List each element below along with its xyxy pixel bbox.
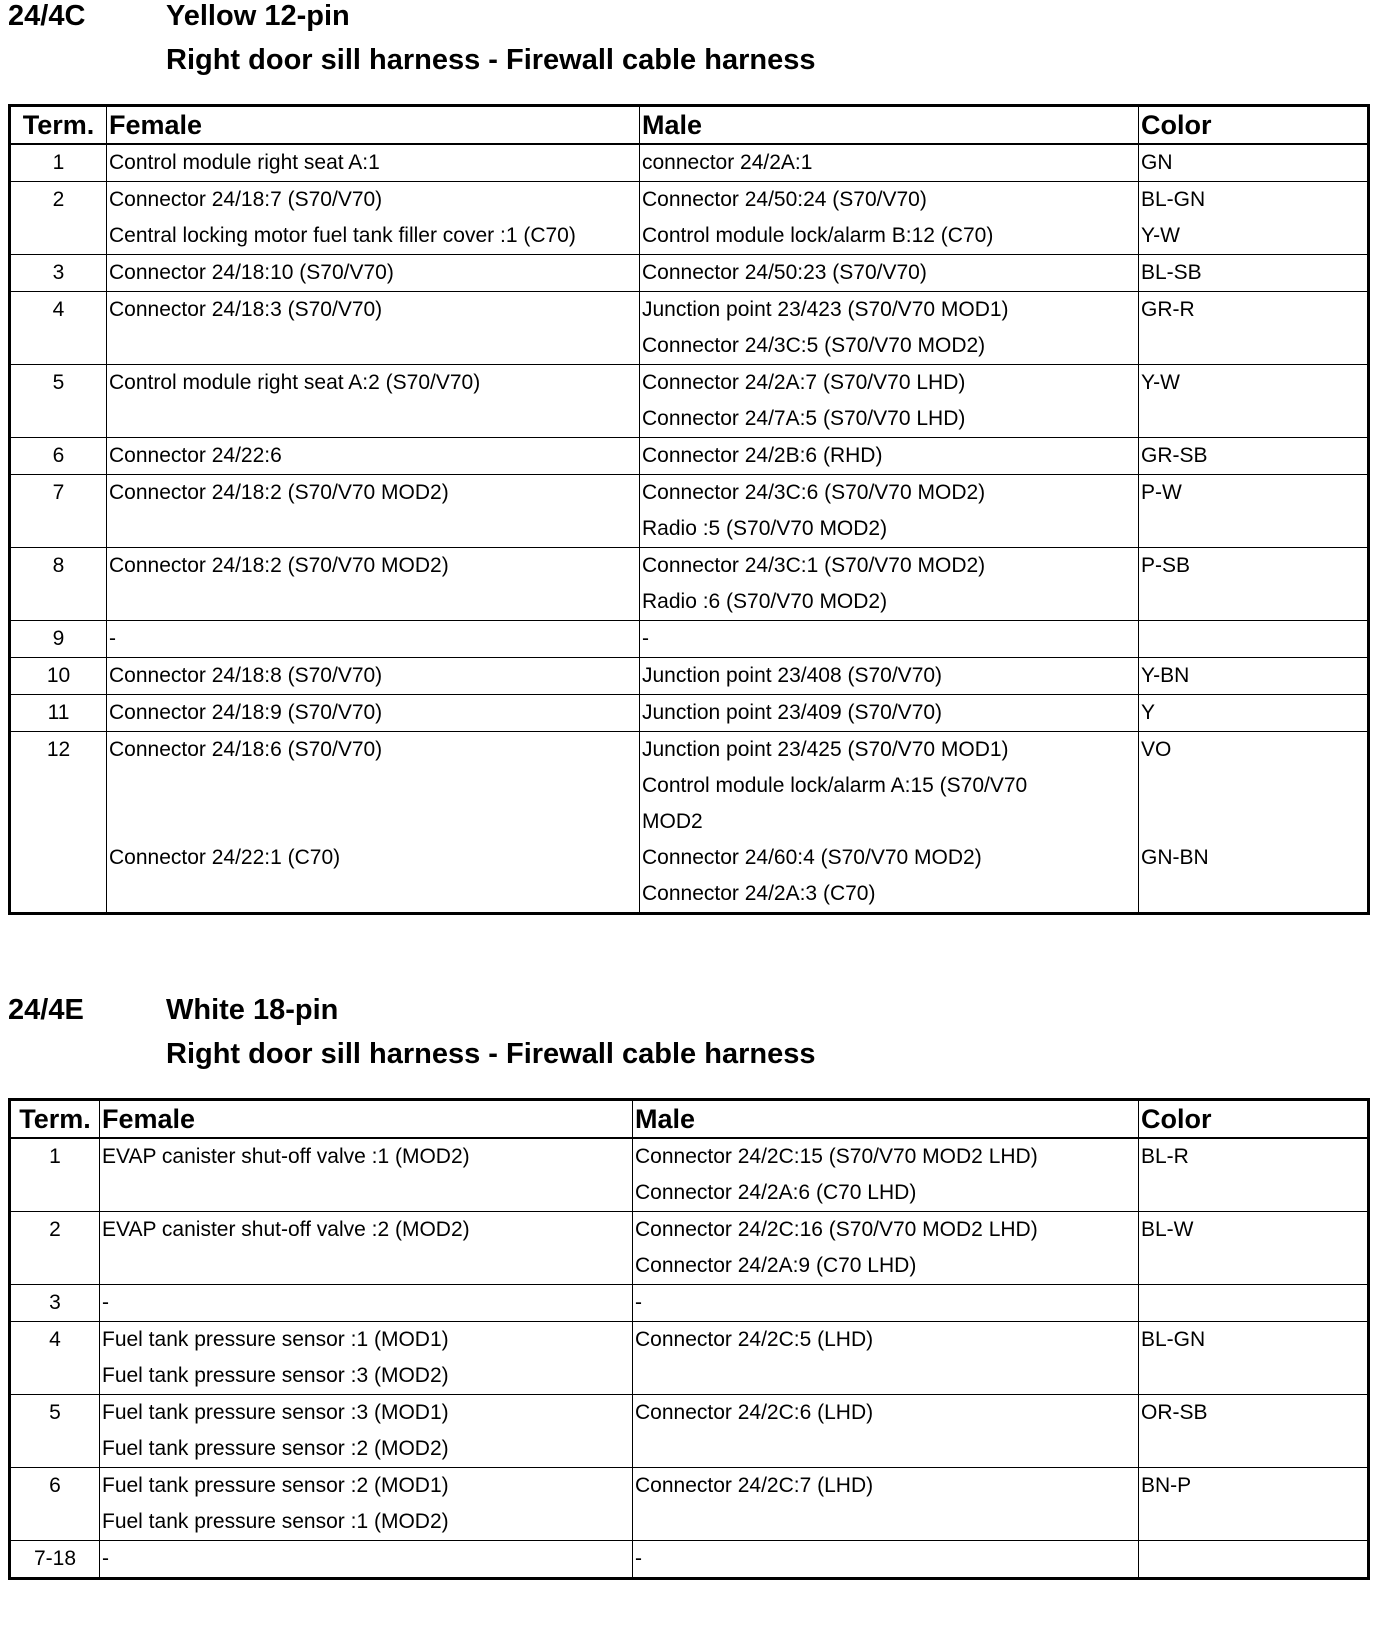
table-row [10, 1468, 1369, 1541]
header-color: Color [1139, 106, 1369, 145]
color-line: Y-W [1141, 371, 1180, 394]
color-line: Y [1141, 701, 1156, 724]
female-cell [107, 695, 640, 732]
color-line [1141, 621, 1365, 657]
term-cell: 2 [10, 1212, 100, 1285]
male-line: Connector 24/50:24 (S70/V70) [642, 188, 927, 211]
color-cell [1139, 658, 1369, 695]
color-cell [1139, 732, 1369, 914]
male-cell [633, 1541, 1139, 1579]
female-cell [107, 658, 640, 695]
term-cell: 3 [10, 1285, 100, 1322]
male-cell [633, 1285, 1139, 1322]
color-cell [1139, 1322, 1369, 1395]
color-line [1141, 804, 1365, 840]
female-line: Central locking motor fuel tank filler cover :1 (C70) [109, 224, 576, 247]
color-line: OR-SB [1141, 1401, 1208, 1424]
header-female: Female [100, 1100, 633, 1139]
connector-section-24-4c [8, 0, 1368, 915]
female-line: Fuel tank pressure sensor :1 (MOD2) [102, 1510, 449, 1533]
color-cell [1139, 695, 1369, 732]
female-cell [107, 621, 640, 658]
female-line: Control module right seat A:2 (S70/V70) [109, 371, 481, 394]
male-cell [633, 1212, 1139, 1285]
term-cell: 6 [10, 438, 107, 475]
harness-subtitle: Right door sill harness - Firewall cable harness [166, 44, 816, 76]
term-cell: 10 [10, 658, 107, 695]
table-row [10, 1212, 1369, 1285]
table-row [10, 438, 1369, 475]
pinout-table [8, 1098, 1370, 1580]
female-cell [100, 1212, 633, 1285]
header-term: Term. [10, 106, 107, 145]
term-cell: 7 [10, 475, 107, 548]
female-cell [107, 475, 640, 548]
color-cell [1139, 144, 1369, 182]
color-cell [1139, 1395, 1369, 1468]
color-cell [1139, 1541, 1369, 1579]
table-row [10, 182, 1369, 255]
term-cell: 12 [10, 732, 107, 914]
male-cell [640, 365, 1139, 438]
male-line: Control module lock/alarm A:15 (S70/V70 [642, 774, 1028, 797]
male-line: Connector 24/2C:16 (S70/V70 MOD2 LHD) [635, 1218, 1038, 1241]
female-line [109, 804, 637, 840]
term-cell: 8 [10, 548, 107, 621]
term-cell: 5 [10, 365, 107, 438]
male-cell [633, 1468, 1139, 1541]
table-row [10, 292, 1369, 365]
female-cell [100, 1285, 633, 1322]
male-line: Junction point 23/423 (S70/V70 MOD1) [642, 298, 1009, 321]
color-cell [1139, 255, 1369, 292]
female-cell [107, 255, 640, 292]
section-header [8, 0, 1368, 104]
male-cell [640, 475, 1139, 548]
male-cell [640, 182, 1139, 255]
color-line: P-W [1141, 481, 1182, 504]
table-row [10, 255, 1369, 292]
male-line: Radio :5 (S70/V70 MOD2) [642, 517, 888, 540]
male-cell [640, 548, 1139, 621]
female-cell [107, 365, 640, 438]
female-cell [100, 1541, 633, 1579]
female-line [109, 768, 637, 804]
color-line: Y-W [1141, 224, 1180, 247]
color-line [1141, 1285, 1365, 1321]
female-line: Connector 24/18:10 (S70/V70) [109, 261, 394, 284]
table-row [10, 144, 1369, 182]
table-row [10, 1395, 1369, 1468]
male-cell [640, 621, 1139, 658]
term-cell: 4 [10, 292, 107, 365]
term-cell: 1 [10, 1138, 100, 1212]
table-row [10, 1138, 1369, 1212]
table-row [10, 365, 1369, 438]
male-line: Connector 24/2B:6 (RHD) [642, 444, 883, 467]
header-term: Term. [10, 1100, 100, 1139]
color-line [1141, 768, 1365, 804]
term-cell: 5 [10, 1395, 100, 1468]
table-row [10, 1541, 1369, 1579]
color-cell [1139, 1212, 1369, 1285]
male-cell [633, 1138, 1139, 1212]
female-line: Fuel tank pressure sensor :3 (MOD1) [102, 1401, 449, 1424]
female-cell [107, 548, 640, 621]
female-line: Fuel tank pressure sensor :1 (MOD1) [102, 1328, 449, 1351]
table-row [10, 475, 1369, 548]
female-line: - [102, 1291, 109, 1314]
connector-code: 24/4C [8, 0, 86, 32]
male-line: Connector 24/2A:7 (S70/V70 LHD) [642, 371, 966, 394]
color-line: BL-SB [1141, 261, 1202, 284]
color-cell [1139, 548, 1369, 621]
male-line: connector 24/2A:1 [642, 151, 813, 174]
male-line: Connector 24/3C:1 (S70/V70 MOD2) [642, 554, 986, 577]
term-cell: 1 [10, 144, 107, 182]
pinout-table [8, 104, 1370, 915]
female-line: Connector 24/22:1 (C70) [109, 846, 341, 869]
female-line: EVAP canister shut-off valve :1 (MOD2) [102, 1145, 470, 1168]
color-cell [1139, 475, 1369, 548]
color-cell [1139, 1138, 1369, 1212]
color-cell [1139, 438, 1369, 475]
color-cell [1139, 292, 1369, 365]
female-line: Fuel tank pressure sensor :2 (MOD1) [102, 1474, 449, 1497]
female-line: Connector 24/18:2 (S70/V70 MOD2) [109, 554, 449, 577]
female-cell [107, 438, 640, 475]
color-line: BL-GN [1141, 188, 1206, 211]
table-header-row [10, 106, 1369, 145]
male-cell [640, 255, 1139, 292]
male-line: Connector 24/7A:5 (S70/V70 LHD) [642, 407, 966, 430]
term-cell: 9 [10, 621, 107, 658]
term-cell: 4 [10, 1322, 100, 1395]
male-line: Connector 24/2C:6 (LHD) [635, 1401, 874, 1424]
table-row [10, 658, 1369, 695]
female-line: EVAP canister shut-off valve :2 (MOD2) [102, 1218, 470, 1241]
color-line: Y-BN [1141, 664, 1190, 687]
male-cell [640, 658, 1139, 695]
male-line: Connector 24/60:4 (S70/V70 MOD2) [642, 846, 982, 869]
male-line: Connector 24/2A:6 (C70 LHD) [635, 1181, 917, 1204]
term-cell: 11 [10, 695, 107, 732]
color-line: BL-R [1141, 1145, 1189, 1168]
female-cell [107, 144, 640, 182]
male-line: Connector 24/2C:5 (LHD) [635, 1328, 874, 1351]
color-line: VO [1141, 738, 1172, 761]
harness-subtitle: Right door sill harness - Firewall cable harness [166, 1038, 816, 1070]
term-cell: 3 [10, 255, 107, 292]
female-cell [100, 1138, 633, 1212]
term-cell: 6 [10, 1468, 100, 1541]
female-line: Connector 24/18:2 (S70/V70 MOD2) [109, 481, 449, 504]
term-cell: 2 [10, 182, 107, 255]
female-line: Connector 24/18:6 (S70/V70) [109, 738, 383, 761]
color-line: BN-P [1141, 1474, 1192, 1497]
male-cell [640, 292, 1139, 365]
male-line: Connector 24/50:23 (S70/V70) [642, 261, 927, 284]
section-header [8, 994, 1368, 1098]
connector-title: White 18-pin [166, 994, 339, 1026]
table-row [10, 621, 1369, 658]
male-line: Connector 24/2A:9 (C70 LHD) [635, 1254, 917, 1277]
color-line [1141, 1541, 1365, 1577]
table-row [10, 732, 1369, 914]
table-row [10, 548, 1369, 621]
male-cell [633, 1395, 1139, 1468]
table-row [10, 1322, 1369, 1395]
male-line: Connector 24/3C:5 (S70/V70 MOD2) [642, 334, 986, 357]
color-line: GR-R [1141, 298, 1195, 321]
female-line: Connector 24/18:9 (S70/V70) [109, 701, 383, 724]
connector-title: Yellow 12-pin [166, 0, 350, 32]
male-line: Connector 24/2C:15 (S70/V70 MOD2 LHD) [635, 1145, 1038, 1168]
female-cell [107, 292, 640, 365]
male-line: Connector 24/2C:7 (LHD) [635, 1474, 874, 1497]
connector-section-24-4e [8, 994, 1368, 1580]
male-line: Junction point 23/409 (S70/V70) [642, 701, 943, 724]
male-cell [640, 438, 1139, 475]
male-line: - [635, 1291, 642, 1314]
color-cell [1139, 1285, 1369, 1322]
color-line: GN-BN [1141, 846, 1209, 869]
female-line: Connector 24/18:3 (S70/V70) [109, 298, 383, 321]
female-cell [107, 732, 640, 914]
male-line: Control module lock/alarm B:12 (C70) [642, 224, 994, 247]
female-line: - [109, 627, 116, 650]
female-cell [107, 182, 640, 255]
female-cell [100, 1395, 633, 1468]
table-header-row [10, 1100, 1369, 1139]
male-line: - [642, 627, 649, 650]
female-line: Fuel tank pressure sensor :3 (MOD2) [102, 1364, 449, 1387]
female-line: Connector 24/18:8 (S70/V70) [109, 664, 383, 687]
male-line: Junction point 23/425 (S70/V70 MOD1) [642, 738, 1009, 761]
color-cell [1139, 182, 1369, 255]
female-cell [100, 1322, 633, 1395]
header-female: Female [107, 106, 640, 145]
female-line: Control module right seat A:1 [109, 151, 380, 174]
male-line: MOD2 [642, 810, 703, 833]
color-line: P-SB [1141, 554, 1191, 577]
female-line: Connector 24/22:6 [109, 444, 282, 467]
table-row [10, 1285, 1369, 1322]
female-cell [100, 1468, 633, 1541]
color-line: BL-GN [1141, 1328, 1206, 1351]
color-cell [1139, 1468, 1369, 1541]
male-cell [640, 695, 1139, 732]
male-line: - [635, 1547, 642, 1570]
connector-code: 24/4E [8, 994, 84, 1026]
color-line: GR-SB [1141, 444, 1208, 467]
female-line: Connector 24/18:7 (S70/V70) [109, 188, 383, 211]
color-cell [1139, 365, 1369, 438]
header-male: Male [633, 1100, 1139, 1139]
color-line: BL-W [1141, 1218, 1194, 1241]
color-cell [1139, 621, 1369, 658]
male-line: Radio :6 (S70/V70 MOD2) [642, 590, 888, 613]
table-row [10, 695, 1369, 732]
female-line: Fuel tank pressure sensor :2 (MOD2) [102, 1437, 449, 1460]
male-cell [633, 1322, 1139, 1395]
male-line: Connector 24/2A:3 (C70) [642, 882, 876, 905]
color-line: GN [1141, 151, 1173, 174]
term-cell: 7-18 [10, 1541, 100, 1579]
male-cell [640, 144, 1139, 182]
male-line: Junction point 23/408 (S70/V70) [642, 664, 943, 687]
male-line: Connector 24/3C:6 (S70/V70 MOD2) [642, 481, 986, 504]
header-male: Male [640, 106, 1139, 145]
female-line: - [102, 1547, 109, 1570]
male-cell [640, 732, 1139, 914]
header-color: Color [1139, 1100, 1369, 1139]
